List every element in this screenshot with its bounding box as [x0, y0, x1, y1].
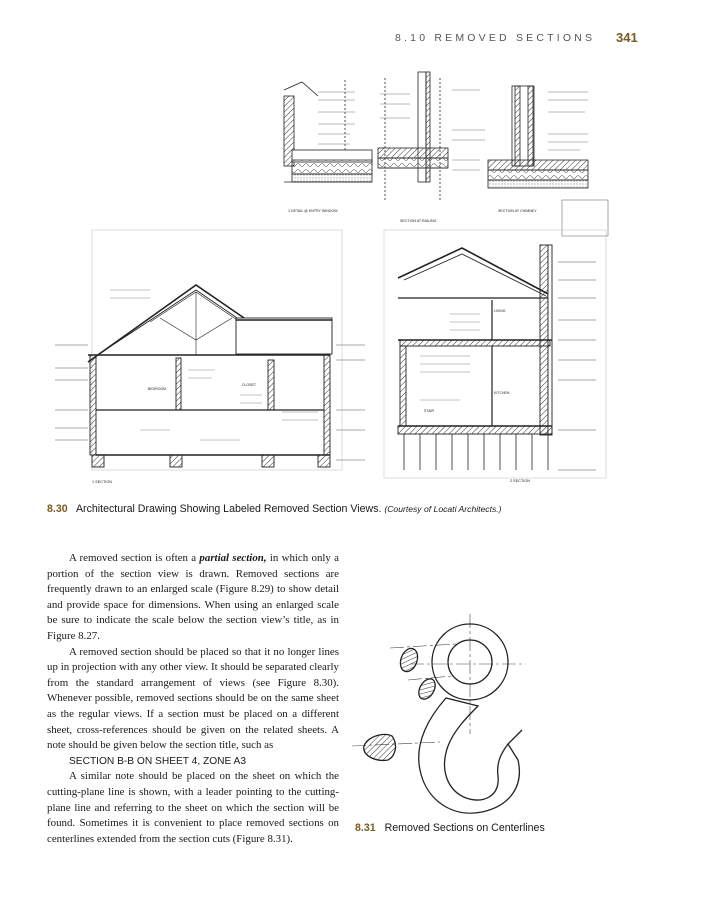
building-section-2	[384, 230, 606, 478]
paragraph-2: A removed section should be placed so that it no longer lines up in projection with any other view. It should be separated clearly from the standard arrangement of views (see Figure 8.30). Whenever possible, removed sections should be on the same sheet as the regular views. If a section must be placed on a different sheet, cross-references should be given on the related sheets. A note should be given below the section title, such as	[47, 645, 339, 752]
building-section-1	[55, 230, 365, 470]
figure-8-30-credit: (Courtesy of Locati Architects.)	[384, 504, 502, 514]
room-label-3: LIVING	[494, 309, 506, 313]
figure-8-31-title: Removed Sections on Centerlines	[384, 822, 545, 834]
figure-8-31-hook	[352, 614, 526, 813]
room-label-2: CLOSET	[242, 383, 257, 387]
running-head: 8.10 REMOVED SECTIONS	[395, 32, 596, 44]
room-label-1: BEDROOM	[148, 387, 167, 391]
detail-label-3: SECTION AT CHIMNEY	[498, 209, 537, 213]
detail-label-2: SECTION AT RAILING	[400, 219, 437, 223]
room-label-4: KITCHEN	[494, 391, 510, 395]
paragraph-1-start: A removed section is often a	[69, 552, 200, 564]
room-label-5: STAIR	[424, 409, 435, 413]
partial-section-term: partial section,	[199, 552, 267, 564]
page-number: 341	[616, 30, 638, 45]
figure-8-30-caption	[47, 503, 502, 515]
figure-8-30-number: 8.30	[47, 503, 68, 515]
section-label-1: 1 SECTION	[92, 480, 113, 484]
detail-label-1: 1 DETAIL @ ENTRY WINDOW	[288, 209, 338, 213]
paragraph-3: A similar note should be placed on the sheet on which the cutting-plane line is shown, with a leader pointing to the cutting-plane line and referring to the sheet on which the section will be found. Sometimes it is convenient to place removed sections on centerlines extended from the section cuts (Figure 8.31).	[47, 770, 339, 845]
paragraph-1-rest: in which only a portion of the section view is drawn. Removed sections are frequently drawn to an enlarged scale (Figure 8.29) to show detail and provide space for dimensions. When using an enlarged scale be sure to indicate the scale below the section view’s title, as in Figure 8.27.	[47, 552, 339, 642]
detail-railing	[378, 72, 485, 200]
notes-block	[562, 200, 608, 236]
figure-8-31-caption	[355, 822, 545, 834]
detail-entry-window	[284, 80, 372, 182]
figure-8-31-number: 8.31	[355, 822, 376, 834]
detail-chimney	[488, 86, 588, 188]
body-text	[47, 551, 339, 847]
figure-8-30-title: Architectural Drawing Showing Labeled Removed Section Views.	[75, 503, 382, 515]
section-label-2: 2 SECTION	[510, 479, 531, 483]
paragraph-1	[47, 551, 339, 645]
section-note-example: SECTION B-B ON SHEET 4, ZONE A3	[69, 755, 247, 767]
